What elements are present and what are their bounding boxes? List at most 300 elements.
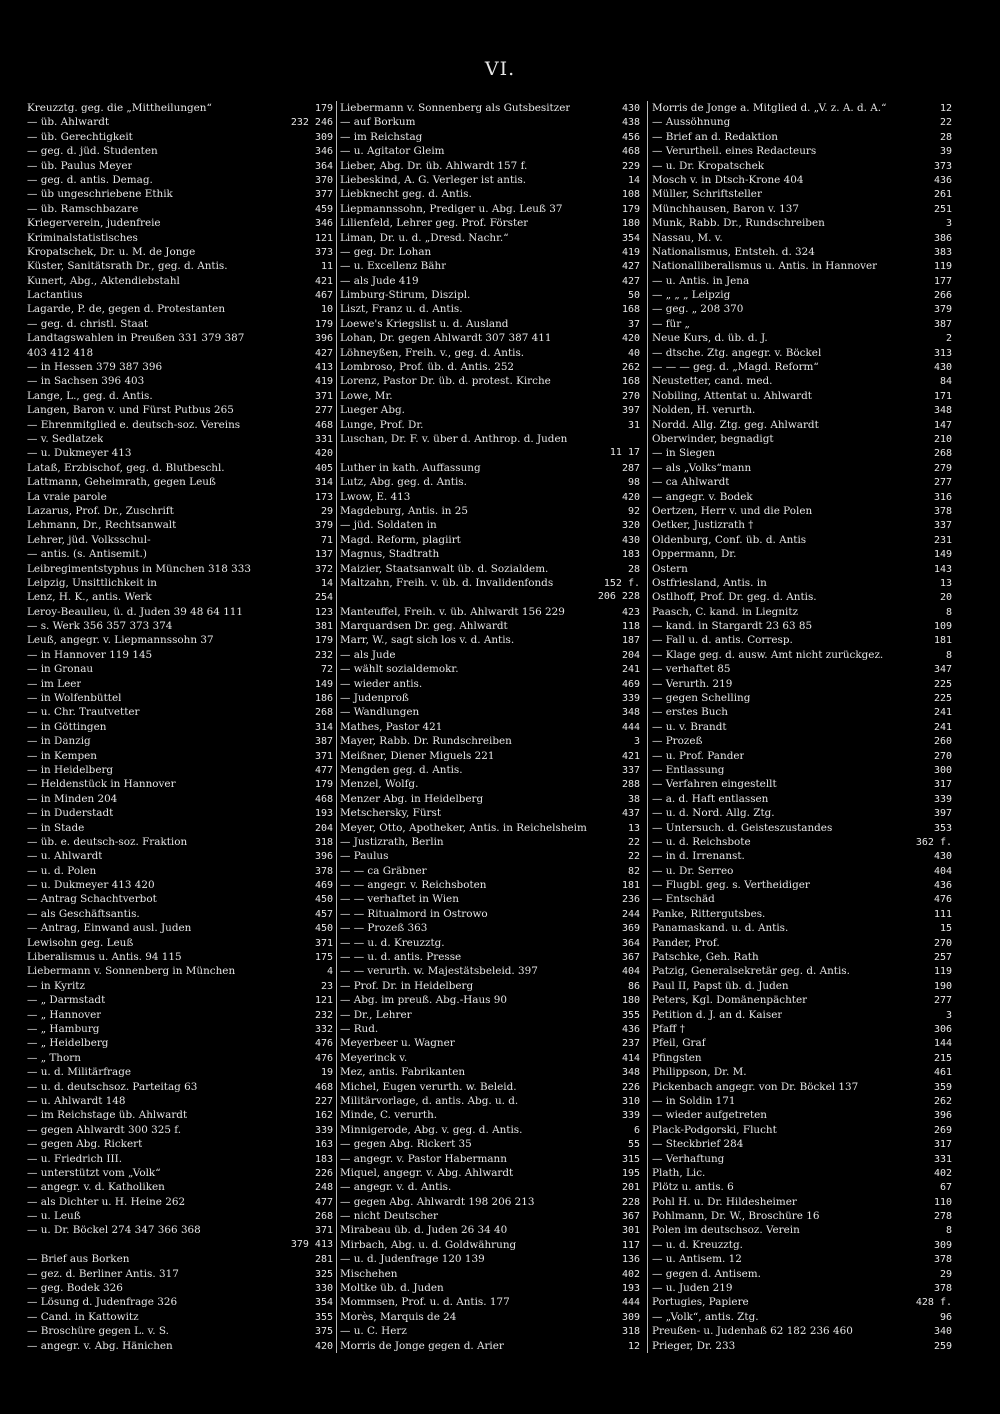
entry-pages: 397 xyxy=(933,808,952,820)
entry-text: — Antrag, Einwand ausl. Juden xyxy=(27,922,192,935)
entry-pages: 436 xyxy=(933,880,952,892)
index-entry xyxy=(27,993,333,1007)
entry-pages: 2 xyxy=(945,333,952,345)
entry-pages: 386 xyxy=(933,232,952,244)
entry-text: — — u. d. Kreuzztg. xyxy=(340,936,445,949)
index-entry xyxy=(652,475,952,489)
entry-text: Kreuzztg. geg. die „Mittheilungen“ xyxy=(27,102,212,114)
entry-text: — Entlassung xyxy=(652,763,725,776)
index-entry xyxy=(27,288,333,302)
entry-text: — gegen Ahlwardt 300 325 f. xyxy=(27,1123,182,1136)
index-entry xyxy=(652,950,952,964)
entry-pages: 339 xyxy=(621,1110,640,1122)
entry-text: — Justizrath, Berlin xyxy=(340,835,444,848)
index-entry xyxy=(652,691,952,705)
entry-text: Patschke, Geh. Rath xyxy=(652,951,759,964)
index-entry xyxy=(27,490,333,504)
entry-pages: 187 xyxy=(621,635,640,647)
entry-text: — geg. d. antis. Demag. xyxy=(27,173,153,186)
entry-pages: 171 xyxy=(933,390,952,402)
index-entry xyxy=(652,432,952,446)
entry-text: — angegr. v. Abg. Hänichen xyxy=(27,1339,173,1352)
entry-pages: 6 xyxy=(633,1124,640,1136)
entry-pages: 377 xyxy=(314,189,333,201)
index-entry xyxy=(652,173,952,187)
index-entry xyxy=(27,892,333,906)
entry-pages: 309 xyxy=(621,1311,640,1323)
entry-text: Miquel, angegr. v. Abg. Ahlwardt xyxy=(340,1166,514,1179)
index-entry xyxy=(340,1223,640,1237)
entry-text: Ostfriesland, Antis. in xyxy=(652,576,767,589)
entry-pages: 22 xyxy=(627,851,640,863)
entry-text: Leipzig, Unsittlichkeit in xyxy=(27,576,157,589)
entry-text: — verhaftet 85 xyxy=(652,663,731,676)
entry-text: Liberalismus u. Antis. 94 115 xyxy=(27,951,182,964)
entry-pages: 227 xyxy=(314,1095,333,1107)
entry-pages: 404 xyxy=(621,966,640,978)
index-entry xyxy=(340,1295,640,1309)
entry-text: — wieder aufgetreten xyxy=(652,1109,767,1122)
index-entry xyxy=(27,1180,333,1194)
entry-pages: 268 xyxy=(933,448,952,460)
entry-pages: 450 xyxy=(314,894,333,906)
index-entry xyxy=(652,763,952,777)
index-entry xyxy=(652,1080,952,1094)
entry-text: Paul II, Papst üb. d. Juden xyxy=(652,979,789,992)
entry-text: — u. v. Brandt xyxy=(652,720,727,733)
index-entry xyxy=(652,835,952,849)
entry-text: Prieger, Dr. 233 xyxy=(652,1339,736,1352)
entry-text: Maizier, Staatsanwalt üb. d. Sozialdem. xyxy=(340,562,549,575)
entry-text: Lombroso, Prof. üb. d. Antis. 252 xyxy=(340,361,515,374)
entry-pages: 402 xyxy=(621,1268,640,1280)
entry-text: — u. Dr. Böckel 274 347 366 368 xyxy=(27,1224,201,1237)
entry-text: Loewe's Kriegslist u. d. Ausland xyxy=(340,317,509,330)
entry-text: — in Stade xyxy=(27,821,85,834)
entry-pages: 12 xyxy=(627,1340,640,1352)
entry-pages: 19 xyxy=(320,1067,333,1079)
entry-text: — erstes Buch xyxy=(652,706,728,719)
entry-pages: 381 xyxy=(314,621,333,633)
entry-pages: 177 xyxy=(933,275,952,287)
entry-pages: 420 xyxy=(314,1340,333,1352)
index-entry xyxy=(340,849,640,863)
entry-text: — Cand. in Kattowitz xyxy=(27,1310,139,1323)
entry-text: Lehrer, jüd. Volksschul- xyxy=(27,533,151,546)
entry-pages: 232 246 xyxy=(290,117,333,129)
index-entry xyxy=(652,115,952,129)
entry-pages: 300 xyxy=(933,764,952,776)
entry-text: Pfeil, Graf xyxy=(652,1037,706,1050)
entry-pages: 3 xyxy=(945,218,952,230)
index-entry xyxy=(27,302,333,316)
entry-text: — u. Agitator Gleim xyxy=(340,145,445,158)
entry-text: Lilienfeld, Lehrer geg. Prof. Förster xyxy=(340,217,529,230)
index-entry xyxy=(652,576,952,590)
entry-pages: 241 xyxy=(933,707,952,719)
entry-text: — — u. d. antis. Presse xyxy=(340,951,462,964)
entry-text: Kropatschek, Dr. u. M. de Jonge xyxy=(27,245,196,258)
index-entry xyxy=(27,533,333,547)
entry-pages: 39 xyxy=(939,146,952,158)
index-entry xyxy=(27,1108,333,1122)
entry-text: — wieder antis. xyxy=(340,677,423,690)
index-entry xyxy=(340,274,640,288)
entry-text: Michel, Eugen verurth. w. Beleid. xyxy=(340,1080,517,1093)
index-entry xyxy=(652,1036,952,1050)
entry-pages: 317 xyxy=(933,1139,952,1151)
index-entry xyxy=(652,749,952,763)
entry-pages: 427 xyxy=(621,261,640,273)
index-entry xyxy=(27,619,333,633)
entry-text: — Brief aus Borken xyxy=(27,1253,130,1266)
entry-text: Metschersky, Fürst xyxy=(340,807,442,820)
entry-pages: 162 xyxy=(314,1110,333,1122)
entry-pages: 13 xyxy=(627,822,640,834)
index-entry xyxy=(340,547,640,561)
entry-text: Polen im deutschsoz. Verein xyxy=(652,1224,800,1237)
entry-pages: 259 xyxy=(933,1340,952,1352)
entry-pages: 210 xyxy=(933,433,952,445)
entry-pages: 419 xyxy=(314,376,333,388)
index-entry xyxy=(340,950,640,964)
index-entry xyxy=(340,1123,640,1137)
index-entry xyxy=(340,1209,640,1223)
entry-text: Oppermann, Dr. xyxy=(652,548,737,561)
index-entry xyxy=(652,734,952,748)
entry-text: Minnigerode, Abg. v. geg. d. Antis. xyxy=(340,1123,523,1136)
entry-pages: 371 xyxy=(314,1225,333,1237)
index-entry xyxy=(27,1152,333,1166)
index-entry xyxy=(340,331,640,345)
entry-pages: 402 xyxy=(933,1167,952,1179)
index-entry xyxy=(27,1051,333,1065)
entry-pages: 181 xyxy=(621,880,640,892)
index-entry xyxy=(27,360,333,374)
entry-pages: 279 xyxy=(933,462,952,474)
index-entry xyxy=(652,403,952,417)
entry-pages: 23 xyxy=(320,980,333,992)
entry-text: — u. d. Reichsbote xyxy=(652,835,751,848)
entry-text: Kriegerverein, judenfreie xyxy=(27,217,161,230)
entry-text: — a. d. Haft entlassen xyxy=(652,792,769,805)
entry-pages: 108 xyxy=(621,189,640,201)
index-entry xyxy=(340,979,640,993)
index-entry xyxy=(27,389,333,403)
index-entry xyxy=(27,1209,333,1223)
entry-text: Lwow, E. 413 xyxy=(340,490,411,503)
index-entry xyxy=(652,1252,952,1266)
index-entry xyxy=(340,864,640,878)
entry-pages: 348 xyxy=(621,1067,640,1079)
index-entry xyxy=(27,1080,333,1094)
entry-text: Küster, Sanitätsrath Dr., geg. d. Antis. xyxy=(27,260,228,273)
index-entry xyxy=(652,490,952,504)
index-entry xyxy=(340,490,640,504)
entry-pages: 147 xyxy=(933,419,952,431)
index-entry xyxy=(652,504,952,518)
entry-text: — u. d. Militärfrage xyxy=(27,1066,132,1079)
entry-text: — in Soldin 171 xyxy=(652,1094,736,1107)
entry-pages: 268 xyxy=(314,707,333,719)
entry-pages: 71 xyxy=(320,534,333,546)
entry-pages: 251 xyxy=(933,203,952,215)
entry-text: — Paulus xyxy=(340,850,389,863)
entry-text: — gegen Abg. Rickert 35 xyxy=(340,1138,472,1151)
index-entry xyxy=(340,1065,640,1079)
entry-text: — üb. Paulus Meyer xyxy=(27,159,133,172)
index-entry xyxy=(340,892,640,906)
entry-text: Lattmann, Geheimrath, gegen Leuß xyxy=(27,476,216,489)
entry-pages: 22 xyxy=(627,836,640,848)
index-entry xyxy=(27,1223,333,1237)
entry-pages: 477 xyxy=(314,1196,333,1208)
entry-text: Liszt, Franz u. d. Antis. xyxy=(340,303,463,316)
index-entry xyxy=(652,605,952,619)
index-entry xyxy=(27,173,333,187)
entry-text: Panamaskand. u. d. Antis. xyxy=(652,922,789,935)
entry-pages: 179 xyxy=(314,318,333,330)
index-entry xyxy=(340,835,640,849)
index-entry xyxy=(652,979,952,993)
entry-text: Lewisohn geg. Leuß xyxy=(27,936,134,949)
index-entry xyxy=(340,964,640,978)
entry-pages: 309 xyxy=(933,1239,952,1251)
index-entry xyxy=(652,346,952,360)
entry-pages: 396 xyxy=(933,1110,952,1122)
entry-text: — — verurth. w. Majestätsbeleid. 397 xyxy=(340,965,538,978)
index-entry xyxy=(27,202,333,216)
entry-pages: 313 xyxy=(933,347,952,359)
entry-text: — unterstützt vom „Volk“ xyxy=(27,1166,161,1179)
entry-pages: 370 xyxy=(314,174,333,186)
entry-text: Philippson, Dr. M. xyxy=(652,1066,747,1079)
index-entry xyxy=(340,216,640,230)
entry-pages: 229 xyxy=(621,160,640,172)
entry-pages: 3 xyxy=(633,736,640,748)
entry-text: Lohan, Dr. gegen Ahlwardt 307 387 411 xyxy=(340,332,552,345)
entry-pages: 31 xyxy=(627,419,640,431)
index-entry xyxy=(27,777,333,791)
entry-pages: 337 xyxy=(621,764,640,776)
entry-text: — Verfahren eingestellt xyxy=(652,778,777,791)
entry-pages: 232 xyxy=(314,649,333,661)
index-entry xyxy=(652,274,952,288)
entry-text: Lataß, Erzbischof, geg. d. Blutbeschl. xyxy=(27,461,225,474)
index-entry xyxy=(340,821,640,835)
entry-text: — u. d. Judenfrage 120 139 xyxy=(340,1253,485,1266)
index-entry xyxy=(27,720,333,734)
entry-text: La vraie parole xyxy=(27,490,107,503)
index-entry xyxy=(27,1267,333,1281)
entry-text: 403 412 418 xyxy=(27,346,94,359)
entry-pages: 228 xyxy=(621,1196,640,1208)
entry-pages: 367 xyxy=(621,1211,640,1223)
index-entry xyxy=(652,101,952,115)
entry-text: Pohlmann, Dr. W., Broschüre 16 xyxy=(652,1210,820,1223)
entry-pages: 260 xyxy=(933,736,952,748)
entry-text: — — ca Gräbner xyxy=(340,864,427,877)
entry-text: — in Wolfenbüttel xyxy=(27,692,122,705)
entry-pages: 277 xyxy=(314,405,333,417)
entry-text: — in Minden 204 xyxy=(27,792,118,805)
index-entry xyxy=(27,633,333,647)
index-entry xyxy=(652,288,952,302)
entry-text: Mischehen xyxy=(340,1267,398,1280)
entry-pages: 163 xyxy=(314,1139,333,1151)
entry-pages: 179 xyxy=(314,635,333,647)
entry-text: Liebeskind, A. G. Verleger ist antis. xyxy=(340,173,527,186)
entry-pages: 201 xyxy=(621,1182,640,1194)
entry-pages: 149 xyxy=(314,678,333,690)
entry-pages: 404 xyxy=(933,865,952,877)
index-entry xyxy=(27,849,333,863)
entry-text: Morès, Marquis de 24 xyxy=(340,1310,457,1323)
index-entry xyxy=(27,403,333,417)
entry-pages: 236 xyxy=(621,894,640,906)
column-divider xyxy=(336,101,337,1353)
entry-text: Maltzahn, Freih. v. üb. d. Invalidenfonds xyxy=(340,576,554,589)
entry-text: Pfaff † xyxy=(652,1023,685,1035)
entry-text: — Verurth. 219 xyxy=(652,677,733,690)
index-entry xyxy=(27,475,333,489)
entry-pages: 317 xyxy=(933,779,952,791)
index-entry xyxy=(340,1310,640,1324)
entry-text: — gegen d. Antisem. xyxy=(652,1267,761,1280)
index-entry xyxy=(652,1281,952,1295)
entry-pages: 270 xyxy=(933,937,952,949)
entry-pages: 98 xyxy=(627,477,640,489)
entry-pages: 430 xyxy=(933,851,952,863)
index-entry xyxy=(340,1267,640,1281)
entry-text: — Ehrenmitglied e. deutsch-soz. Vereins xyxy=(27,418,241,431)
entry-pages: 387 xyxy=(933,318,952,330)
entry-text: — geg. Dr. Lohan xyxy=(340,245,432,258)
entry-text: — angegr. v. d. Antis. xyxy=(340,1181,452,1194)
entry-pages: 118 xyxy=(621,621,640,633)
entry-pages: 8 xyxy=(945,1225,952,1237)
entry-pages: 444 xyxy=(621,721,640,733)
entry-text: Ostlhoff, Prof. Dr. geg. d. Antis. xyxy=(652,591,817,604)
index-entry xyxy=(652,1008,952,1022)
index-entry xyxy=(27,964,333,978)
entry-text: — in Heidelberg xyxy=(27,763,114,776)
index-entry xyxy=(652,619,952,633)
entry-pages: 231 xyxy=(933,534,952,546)
entry-pages: 375 xyxy=(314,1326,333,1338)
index-entry xyxy=(652,921,952,935)
entry-pages: 420 xyxy=(621,491,640,503)
index-entry xyxy=(340,605,640,619)
entry-text: — wählt sozialdemokr. xyxy=(340,663,459,676)
entry-text: Nobiling, Attentat u. Ahlwardt xyxy=(652,389,812,402)
entry-pages: 405 xyxy=(314,462,333,474)
entry-text: Luschan, Dr. F. v. über d. Anthrop. d. Juden xyxy=(340,432,568,445)
index-entry xyxy=(340,317,640,331)
index-entry xyxy=(27,446,333,460)
entry-text: — „Volk“, antis. Ztg. xyxy=(652,1310,759,1323)
index-entry xyxy=(27,274,333,288)
entry-text: Minde, C. verurth. xyxy=(340,1109,438,1122)
entry-pages: 110 xyxy=(933,1196,952,1208)
entry-pages: 309 xyxy=(314,131,333,143)
entry-text: — u. Prof. Pander xyxy=(652,749,745,762)
entry-text: Leibregimentstyphus in München 318 333 xyxy=(27,562,251,575)
entry-text: Portugies, Papiere xyxy=(652,1296,749,1309)
entry-text: — in Göttingen xyxy=(27,720,107,733)
entry-pages: 419 xyxy=(621,246,640,258)
entry-text: — Klage geg. d. ausw. Amt nicht zurückgez. xyxy=(652,648,884,661)
entry-pages: 353 xyxy=(933,822,952,834)
entry-pages: 144 xyxy=(933,1038,952,1050)
entry-text: — u. d. deutschsoz. Parteitag 63 xyxy=(27,1080,198,1093)
entry-text: Mathes, Pastor 421 xyxy=(340,720,443,733)
entry-text: Löhneyßen, Freih. v., geg. d. Antis. xyxy=(340,346,525,359)
index-entry xyxy=(652,936,952,950)
entry-text: — geg. „ 208 370 xyxy=(652,303,744,316)
entry-pages: 337 xyxy=(933,520,952,532)
entry-pages: 12 xyxy=(939,103,952,114)
index-entry xyxy=(652,259,952,273)
entry-text: — u. Dukmeyer 413 xyxy=(27,447,132,460)
entry-text: — auf Borkum xyxy=(340,116,416,129)
index-entry xyxy=(340,1108,640,1122)
entry-pages: 383 xyxy=(933,246,952,258)
index-entry xyxy=(340,403,640,417)
entry-pages: 438 xyxy=(621,117,640,129)
entry-text: Nolden, H. verurth. xyxy=(652,404,756,417)
index-entry xyxy=(340,231,640,245)
entry-text: Meyer, Otto, Apotheker, Antis. in Reichelsheim xyxy=(340,821,587,834)
entry-pages: 355 xyxy=(621,1009,640,1021)
entry-pages: 347 xyxy=(933,664,952,676)
index-entry xyxy=(340,115,640,129)
index-entry xyxy=(652,446,952,460)
entry-text: Pfingsten xyxy=(652,1051,702,1064)
entry-pages: 354 xyxy=(314,1297,333,1309)
entry-text: Liebknecht geg. d. Antis. xyxy=(340,188,472,201)
index-entry xyxy=(652,159,952,173)
index-entry xyxy=(652,331,952,345)
index-entry xyxy=(652,1238,952,1252)
index-entry xyxy=(27,231,333,245)
entry-pages: 331 xyxy=(933,1153,952,1165)
entry-text: Kunert, Abg., Aktendiebstahl xyxy=(27,274,180,287)
index-entry xyxy=(652,864,952,878)
entry-pages: 109 xyxy=(933,621,952,633)
index-entry xyxy=(340,288,640,302)
entry-text: Pander, Prof. xyxy=(652,936,720,949)
entry-text: Lunge, Prof. Dr. xyxy=(340,418,424,431)
entry-text: Plötz u. antis. 6 xyxy=(652,1181,734,1194)
entry-pages: 339 xyxy=(933,793,952,805)
index-entry xyxy=(27,101,333,115)
entry-pages: 111 xyxy=(933,908,952,920)
entry-pages: 179 xyxy=(314,779,333,791)
entry-text: Kriminalstatistisches xyxy=(27,231,138,244)
entry-pages: 269 xyxy=(933,1124,952,1136)
entry-text: Nassau, M. v. xyxy=(652,231,723,244)
page-number: VI. xyxy=(484,58,516,80)
entry-text: — dtsche. Ztg. angegr. v. Böckel xyxy=(652,346,822,359)
entry-text: — u. d. Kreuzztg. xyxy=(652,1238,743,1251)
entry-text: Plack-Podgorski, Flucht xyxy=(652,1123,777,1136)
entry-pages: 346 xyxy=(314,218,333,230)
entry-text: — — Prozeß 363 xyxy=(340,922,428,935)
entry-text: Neue Kurs, d. üb. d. J. xyxy=(652,332,768,345)
index-entry xyxy=(340,1051,640,1065)
entry-pages: 436 xyxy=(621,1024,640,1035)
